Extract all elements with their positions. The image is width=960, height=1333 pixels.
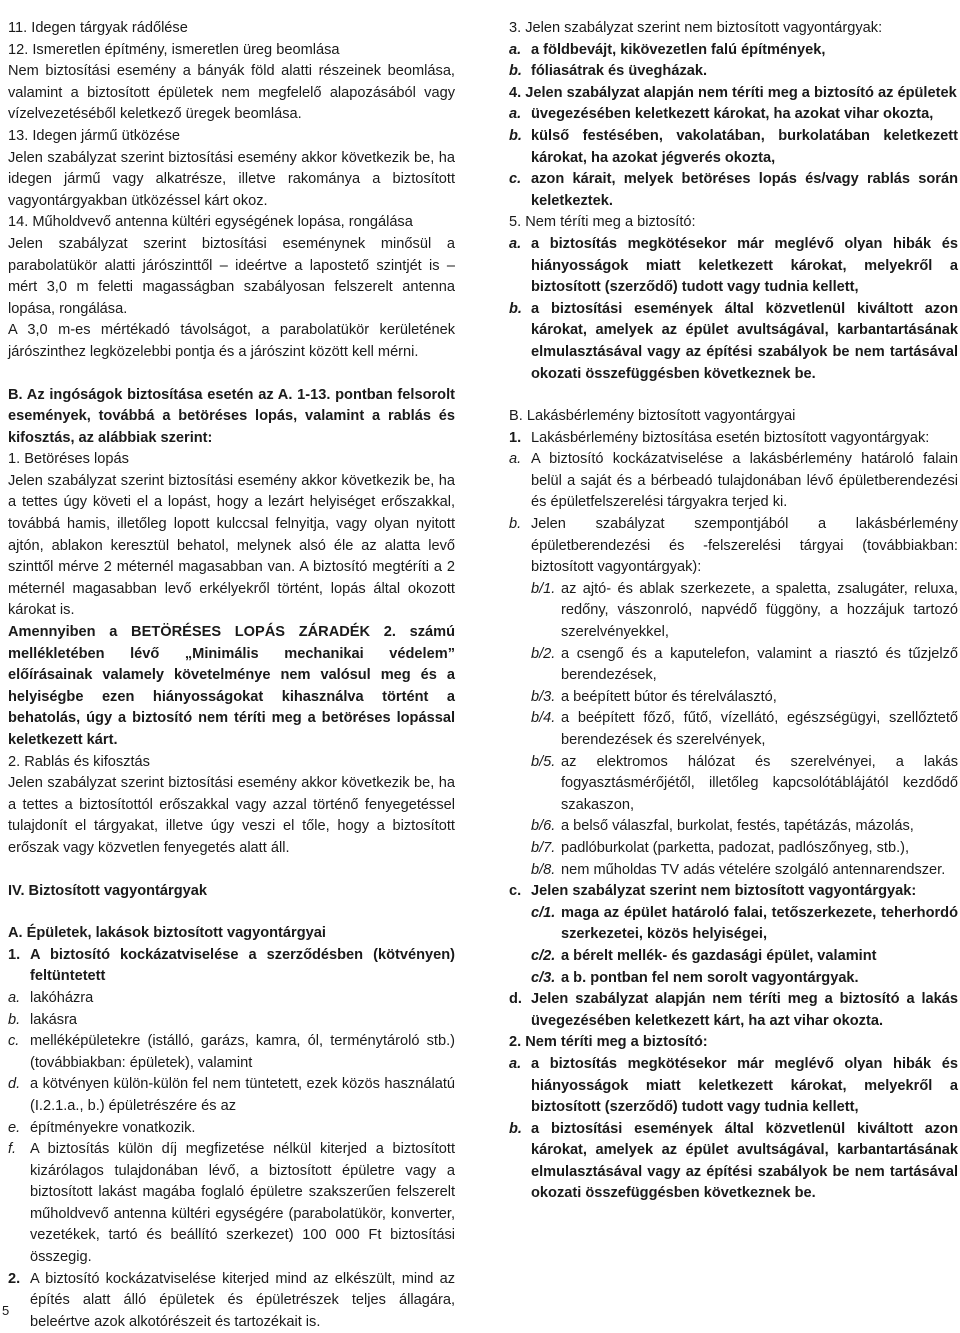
left-column bbox=[8, 18, 455, 1333]
list-text: üvegezésében keletkezett károkat, ha azokat vihar okozta, bbox=[531, 106, 934, 123]
list-text: A biztosító kockázatviselése a lakásbérlemény határoló falain belül a saját és a bérbeadó tulajdonában lévő épületberendezési és épületfelszerelési tárgyakra terjed ki. bbox=[531, 451, 958, 511]
list-label: d. bbox=[8, 1076, 21, 1093]
spacer bbox=[8, 860, 455, 881]
list-item bbox=[509, 860, 958, 882]
list-text: építményekre vonatkozik. bbox=[30, 1119, 196, 1136]
list-label: c/3. bbox=[531, 969, 556, 986]
paragraph-14a: Jelen szabályzat szerint biztosítási eseménynek minősül a parabolatükör alatti járószinttől – ideértve a lapostető szintjét is – mért 3,0 m feletti magasságban szabályosan felszerelt antenna lopása, rongálása. bbox=[8, 235, 455, 317]
list-item-a2 bbox=[8, 1269, 455, 1333]
heading-4: 4. Jelen szabályzat alapján nem téríti meg a biztosító az épületek bbox=[509, 84, 957, 101]
list-item bbox=[509, 946, 958, 968]
list-2-items bbox=[509, 1054, 958, 1205]
list-c-sub-items bbox=[509, 903, 958, 989]
heading-12: 12. Ismeretlen építmény, ismeretlen üreg beomlása bbox=[8, 41, 340, 58]
list-text: A biztosítás külön díj megfizetése nélkül kiterjed a biztosított kizárólagos tulajdonában lévő, a biztosított épületre vagy a biztosított lakást magába foglaló épületre szakszerűen felszerelt műholdvevő antenna kültéri egységére (parabolatükör, konverter, vezetékek, tartó és beállító szerkezet) 100 000 Ft biztosítási összegig. bbox=[30, 1141, 455, 1266]
list-item bbox=[509, 644, 958, 687]
heading-14: 14. Műholdvevő antenna kültéri egységének lopása, rongálása bbox=[8, 214, 413, 231]
list-text: a csengő és a kaputelefon, valamint a riasztó és tűzjelző berendezések, bbox=[561, 645, 958, 684]
list-text: Jelen szabályzat szerint nem biztosított vagyontárgyak: bbox=[531, 883, 917, 900]
list-label: f. bbox=[8, 1141, 17, 1158]
list-text: A biztosító kockázatviselése kiterjed mind az elkészült, mind az építés alatt álló épületek és épületrészek teljes állagára, beleértve azok alkotórészeit és tartozékait is. bbox=[30, 1270, 455, 1330]
list-label: a. bbox=[509, 41, 522, 58]
list-label: b. bbox=[509, 516, 522, 533]
list-text: a biztosítási események által közvetlenül kiváltott azon károkat, amelyek az épület avultságával, karbantartásának elmulasztásával vagy az építési szabályok be nem tartásával okozati összefüggésben következnek be. bbox=[531, 1120, 958, 1202]
list-label: b. bbox=[8, 1011, 21, 1028]
list-text: a b. pontban fel nem sorolt vagyontárgyak. bbox=[561, 969, 859, 986]
list-item bbox=[509, 126, 958, 169]
heading-13: 13. Idegen jármű ütközése bbox=[8, 127, 180, 144]
list-text: az ajtó- és ablak szerkezete, a spaletta, zsalugáter, reluxa, redőny, vászonroló, napvédő függöny, a hozzájuk tartozó szerelvényekkel, bbox=[561, 580, 958, 641]
list-label: b/1. bbox=[531, 580, 556, 597]
list-label: c. bbox=[509, 171, 522, 188]
heading-11: 11. Idegen tárgyak rádőlése bbox=[8, 20, 188, 36]
list-text: a földbevájt, kikövezetlen falú építmények, bbox=[531, 41, 826, 58]
list-label: a. bbox=[509, 106, 522, 123]
list-item-b1b bbox=[509, 514, 958, 579]
paragraph-betoreses-zaradek: Amennyiben a BETÖRÉSES LOPÁS ZÁRADÉK 2. számú mellékletében lévő „Minimális mechanikai védelem” előírásainak valamely követelménye nem valósul meg és a helyiségbe ezen hiányosságokat kihasználva történt a behatolás, úgy a biztosító nem téríti meg a betöréses lopással keletkezett kárt. bbox=[8, 624, 455, 748]
paragraph-14b: A 3,0 m-es mértékadó távolságot, a parabolatükör kerületének járószinthez legközelebbi pontja és a járószint között kell mérni. bbox=[8, 322, 455, 360]
list-label: b/3. bbox=[531, 688, 556, 705]
spacer bbox=[8, 364, 455, 385]
list-item bbox=[509, 169, 958, 212]
list-text: lakásra bbox=[30, 1011, 78, 1028]
list-label: b/2. bbox=[531, 645, 556, 662]
list-text: padlóburkolat (parketta, padozat, padlószőnyeg, stb.), bbox=[561, 839, 910, 856]
heading-2-nem-teriti: 2. Nem téríti meg a biztosító: bbox=[509, 1034, 708, 1051]
list-item bbox=[509, 40, 958, 62]
list-label: c. bbox=[8, 1033, 20, 1050]
list-label: b/7. bbox=[531, 839, 556, 856]
list-text: A biztosító kockázatviselése a szerződésben (kötvényen) feltüntetett bbox=[30, 946, 455, 985]
list-a1-items bbox=[8, 988, 455, 1269]
list-text: a beépített főző, fűtő, vízellátó, egészségügyi, szellőztető berendezések és szerelvények, bbox=[561, 710, 958, 748]
heading-a-epuletek: A. Épületek, lakások biztosított vagyontárgyai bbox=[8, 925, 326, 942]
list-label: b. bbox=[509, 127, 522, 144]
list-item bbox=[509, 61, 958, 83]
list-item bbox=[509, 104, 958, 126]
list-text: külső festésében, vakolatában, burkolatában keletkezett károkat, ha azokat jégverés okozta, bbox=[531, 127, 958, 166]
list-text: az elektromos hálózat és szerelvényei, a lakás fogyasztásmérőjétől, illetőleg kapcsolótáblájától kezdődő szakaszon, bbox=[561, 753, 958, 813]
list-label: b/6. bbox=[531, 818, 556, 835]
list-text: a bérelt mellék- és gazdasági épület, valamint bbox=[561, 947, 877, 964]
list-label: a. bbox=[509, 1055, 522, 1072]
list-item bbox=[509, 968, 958, 990]
heading-b-ingosagok: B. Az ingóságok biztosítása esetén az A. 1-13. pontban felsorolt események, továbbá a betöréses lopás, valamint a rablás és kifosztás, az alábbiak szerint: bbox=[8, 386, 455, 446]
paragraph-12: Nem biztosítási esemény a bányák föld alatti részeinek beomlása, valamint a biztosított épületek nem megfelelő alapozásából vagy vízelvezetéséből keletkező üregek beomlása. bbox=[8, 63, 455, 123]
list-item-b1 bbox=[509, 428, 958, 450]
list-text: fóliasátrak és üvegházak. bbox=[531, 63, 708, 80]
heading-betoreses-lopas: 1. Betöréses lopás bbox=[8, 451, 129, 468]
list-item bbox=[509, 1119, 958, 1205]
list-label: c/2. bbox=[531, 947, 556, 964]
list-item bbox=[8, 1118, 455, 1140]
list-text: azon kárait, melyek betöréses lopás és/vagy rablás során keletkeztek. bbox=[531, 171, 958, 209]
list-label: 1. bbox=[8, 946, 21, 963]
list-label: a. bbox=[509, 451, 522, 468]
list-text: a biztosítás megkötésekor már meglévő olyan hibák és hiányosságok miatt keletkezett károkat, melyekről a biztosított (szerződő) tudott vagy tudnia kellett, bbox=[531, 1055, 958, 1116]
list-label: e. bbox=[8, 1119, 21, 1136]
paragraph-rablas: Jelen szabályzat szerint biztosítási esemény akkor következik be, ha a tettes a biztosítottól erőszakkal vagy azzal történő fenyegetéssel tulajdonít el tárgyakat, illetve úgy veszi el tőle, hogy a biztosított erőszak vagy közvetlen fenyegetés alatt áll. bbox=[8, 775, 455, 856]
list-item bbox=[509, 816, 958, 838]
list-label: b/4. bbox=[531, 710, 556, 727]
list-5-items bbox=[509, 234, 958, 385]
page-number: 5 bbox=[2, 1303, 10, 1318]
list-text: Lakásbérlemény biztosítása esetén biztosított vagyontárgyak: bbox=[531, 429, 930, 446]
list-text: Jelen szabályzat alapján nem téríti meg a biztosító a lakás üvegezésében keletkezett kárt, ha azt vihar okozta. bbox=[531, 991, 958, 1029]
list-item bbox=[509, 903, 958, 946]
list-label: c/1. bbox=[531, 904, 556, 921]
list-item bbox=[509, 752, 958, 817]
list-label: a. bbox=[8, 989, 21, 1006]
list-3-items bbox=[509, 40, 958, 83]
list-text: a beépített bútor és térelválasztó, bbox=[561, 688, 777, 705]
list-label: b. bbox=[509, 300, 522, 317]
list-text: maga az épület határoló falai, tetőszerkezete, teherhordó szerkezetei, közös helyiségei, bbox=[561, 904, 958, 943]
list-item bbox=[509, 234, 958, 299]
list-item bbox=[8, 1074, 455, 1117]
list-text: Jelen szabályzat szempontjából a lakásbérlemény épületberendezési és -felszerelési tárgyai (továbbiakban: biztosított vagyontárgyak): bbox=[531, 516, 958, 576]
list-text: melléképületekre (istálló, garázs, kamra, ól, terménytároló stb.) (továbbiakban: épületek), valamint bbox=[30, 1033, 455, 1071]
spacer bbox=[8, 902, 455, 923]
list-item bbox=[8, 1010, 455, 1032]
list-text: lakóházra bbox=[30, 989, 94, 1006]
heading-iv: IV. Biztosított vagyontárgyak bbox=[8, 882, 207, 899]
list-text: a biztosítás megkötésekor már meglévő olyan hibák és hiányosságok miatt keletkezett károkat, melyekről a biztosított (szerződő) tudott vagy tudnia kellett, bbox=[531, 235, 958, 296]
right-column bbox=[509, 18, 958, 1205]
list-text: nem műholdas TV adás vételére szolgáló antennarendszer. bbox=[561, 861, 946, 878]
list-item bbox=[509, 687, 958, 709]
list-label: b. bbox=[509, 63, 522, 80]
list-text: a kötvényen külön-külön fel nem tüntetett, ezek közös használatú (I.2.1.a., b.) épületrészére és az bbox=[30, 1076, 455, 1114]
list-label: b/5. bbox=[531, 753, 556, 770]
list-4-items bbox=[509, 104, 958, 212]
list-b-sub-items bbox=[509, 579, 958, 881]
list-item bbox=[509, 299, 958, 385]
list-label: d. bbox=[509, 991, 522, 1008]
heading-5: 5. Nem téríti meg a biztosító: bbox=[509, 214, 696, 231]
heading-b-lakasberlemeny: B. Lakásbérlemény biztosított vagyontárgyai bbox=[509, 408, 796, 425]
list-item bbox=[509, 579, 958, 644]
list-item bbox=[8, 1031, 455, 1074]
list-text: a biztosítási események által közvetlenül kiváltott azon károkat, amelyek az épület avultságával, karbantartásának elmulasztásával vagy az építési szabályok be nem tartásával okozati összefüggésben következnek be. bbox=[531, 300, 958, 382]
paragraph-13: Jelen szabályzat szerint biztosítási esemény akkor következik be, ha idegen jármű vagy alkatrésze, illetve rakománya a biztosított vagyontárgyakban ütközéssel kárt okoz. bbox=[8, 149, 455, 209]
heading-rablas: 2. Rablás és kifosztás bbox=[8, 753, 150, 770]
list-label: c. bbox=[509, 883, 522, 900]
heading-3: 3. Jelen szabályzat szerint nem biztosított vagyontárgyak: bbox=[509, 20, 883, 36]
list-item-b1d bbox=[509, 989, 958, 1032]
paragraph-betoreses-lopas: Jelen szabályzat szerint biztosítási esemény akkor következik be, ha a tettes úgy követi el a lopást, hogy a lezárt helyiséget erőszakkal, továbbá hamis, illetőleg lopott kulccsal felnyitja, vagy olyan nyitott ajtón, ablakon keresztül behatol, melynek alsó éle az alatta levő szinttől mérve 2 méternél magasabban van. A biztosító megtéríti a 2 méternél magasabban levő erkélyekről történt, lopás által okozott károkat is. bbox=[8, 472, 455, 619]
list-item bbox=[8, 988, 455, 1010]
spacer bbox=[509, 385, 958, 406]
list-item bbox=[509, 1054, 958, 1119]
list-text: a belső válaszfal, burkolat, festés, tapétázás, mázolás, bbox=[561, 818, 914, 835]
list-item-a1 bbox=[8, 945, 455, 988]
list-item bbox=[509, 708, 958, 751]
list-label: 2. bbox=[8, 1270, 21, 1287]
list-item-b1a bbox=[509, 449, 958, 514]
list-label: 1. bbox=[509, 429, 522, 446]
list-label: b/8. bbox=[531, 861, 556, 878]
list-item-b1c bbox=[509, 881, 958, 903]
list-item bbox=[8, 1139, 455, 1269]
list-item bbox=[509, 838, 958, 860]
list-label: b. bbox=[509, 1120, 522, 1137]
list-label: a. bbox=[509, 235, 522, 252]
